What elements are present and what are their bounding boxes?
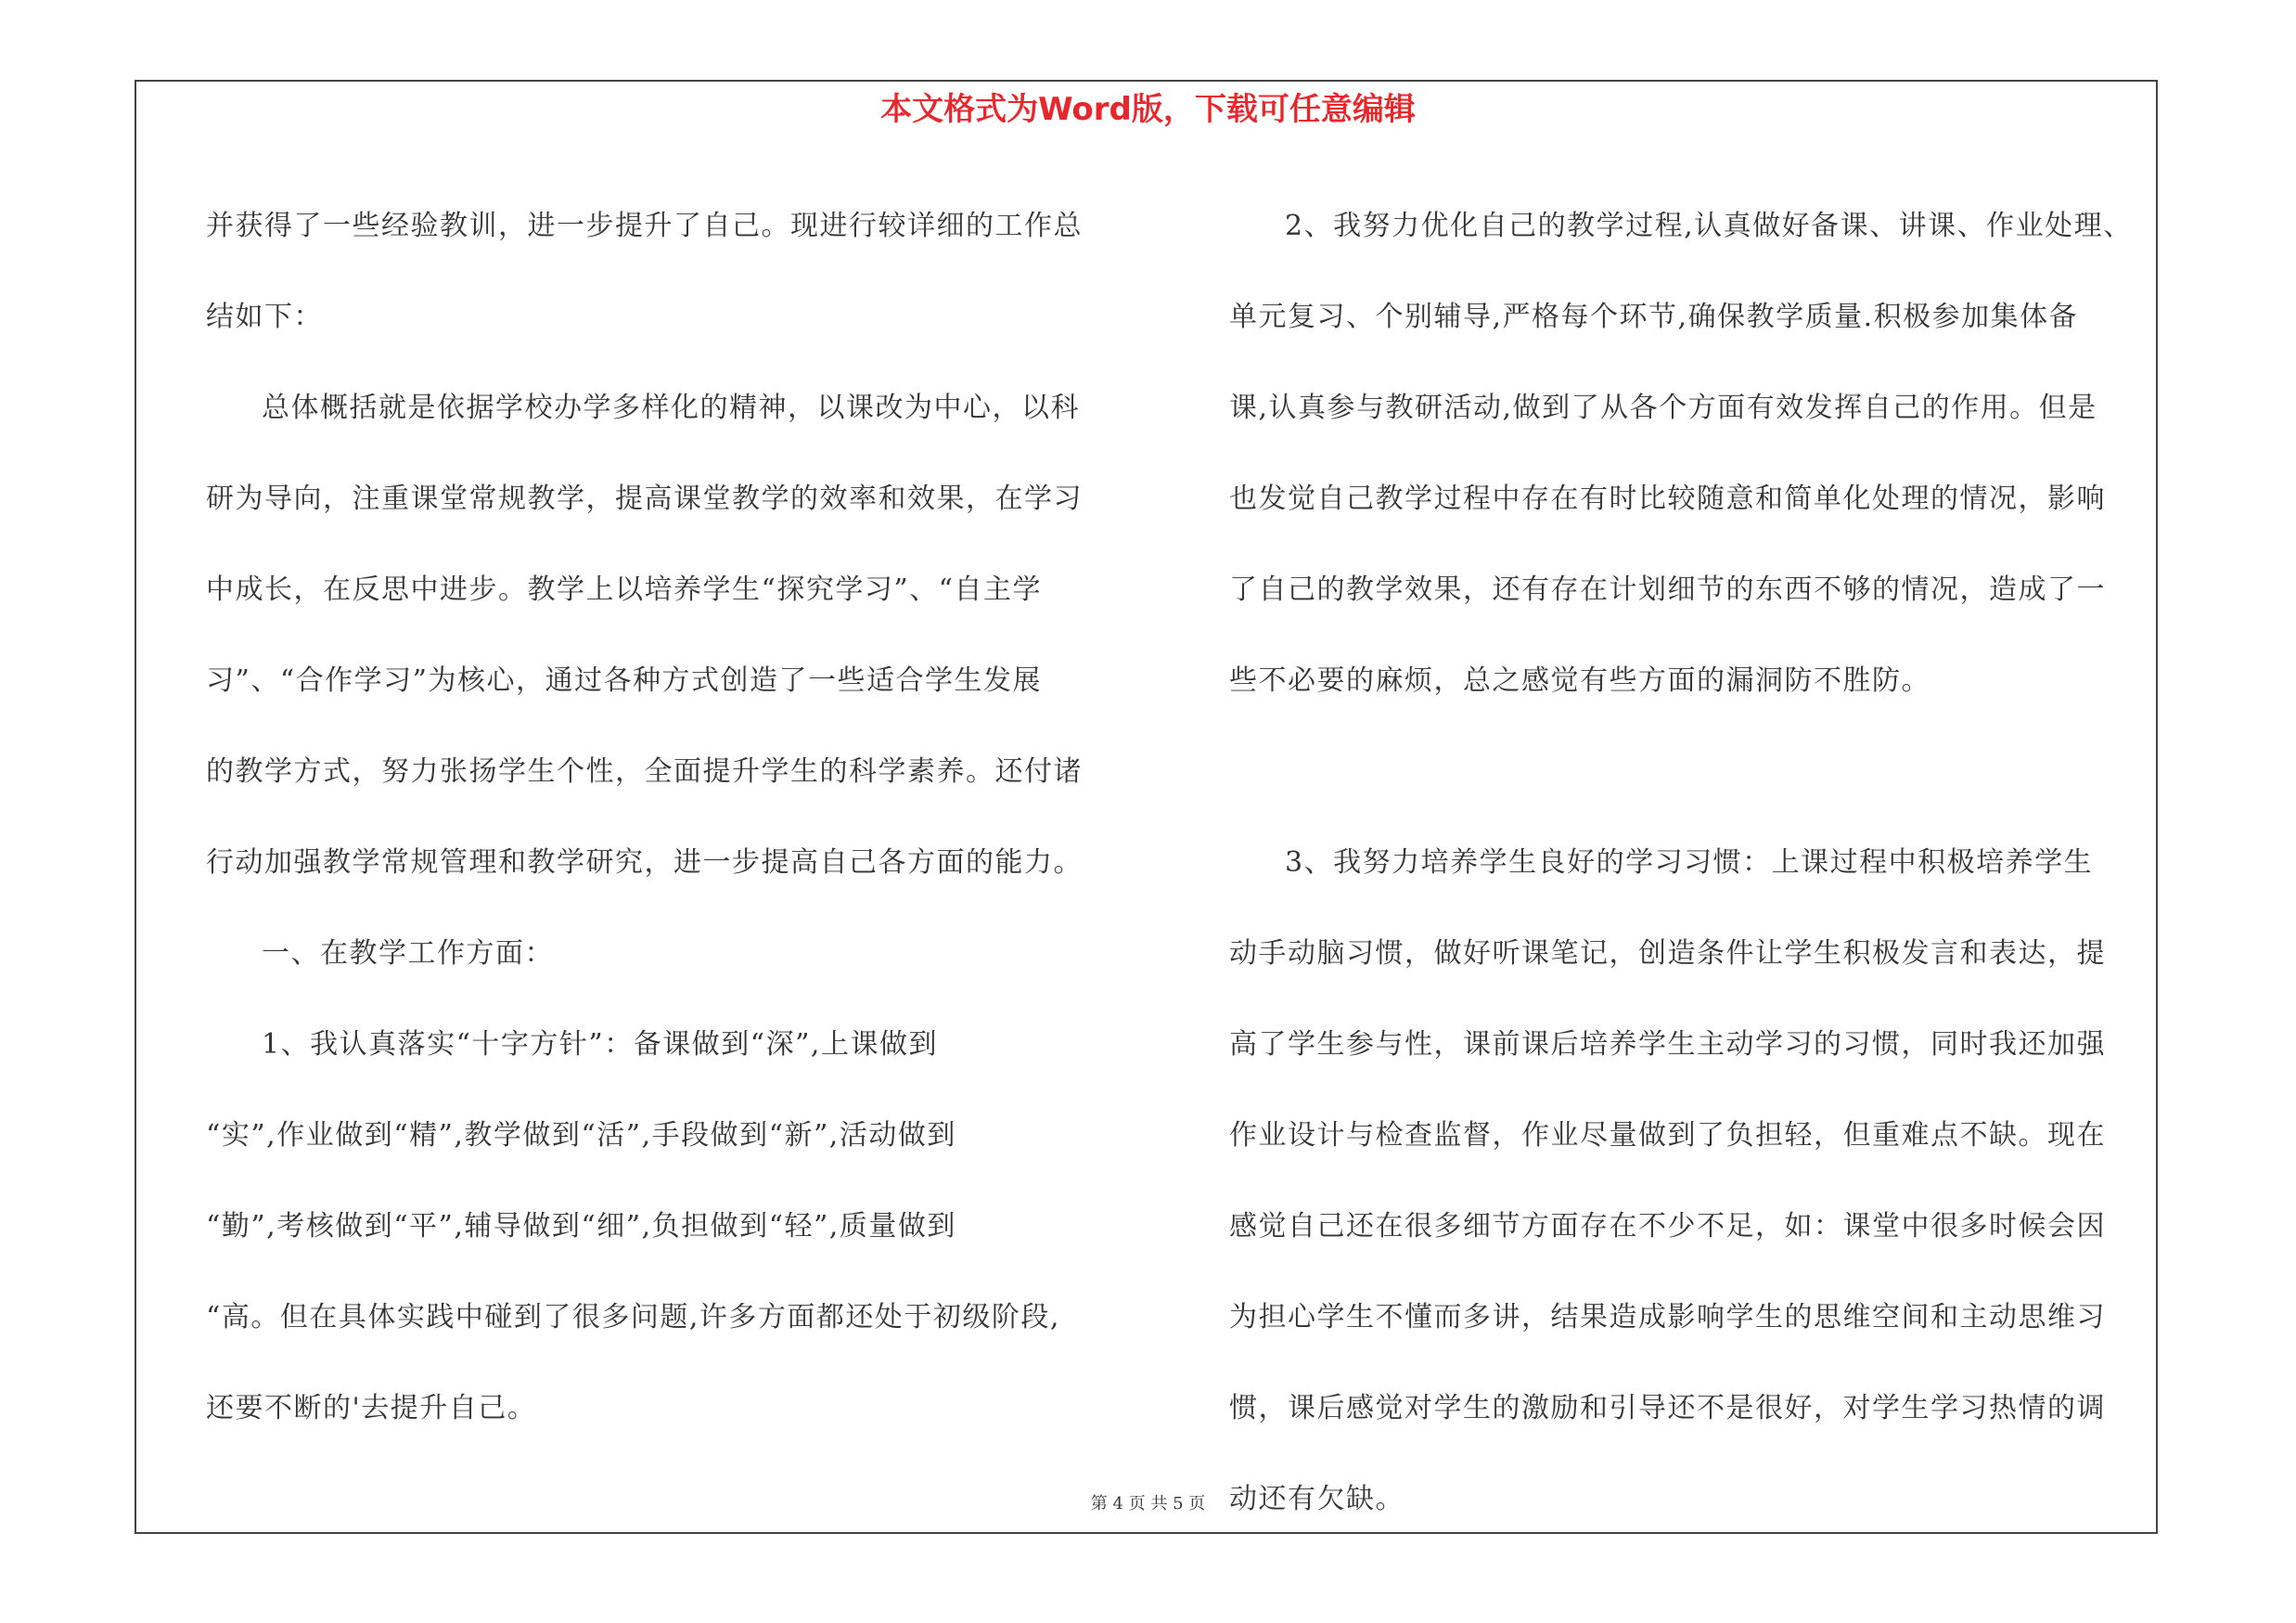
paragraph-line: 感觉自己还在很多细节方面存在不少不足，如：课堂中很多时候会因 — [1229, 1210, 2106, 1243]
paragraph-line: 惯，课后感觉对学生的激励和引导还不是很好，对学生学习热情的调 — [1229, 1392, 2106, 1424]
paragraph-line: 为担心学生不懂而多讲，结果造成影响学生的思维空间和主动思维习 — [1229, 1301, 2106, 1333]
page-number-footer: 第 4 页 共 5 页 — [1090, 1494, 1206, 1514]
paragraph-line: 单元复习、个别辅导,严格每个环节,确保教学质量.积极参加集体备 — [1229, 301, 2079, 333]
right-text-column — [1229, 181, 2148, 1545]
paragraph-line: 习”、“合作学习”为核心，通过各种方式创造了一些适合学生发展 — [206, 664, 1043, 697]
paragraph-line: “实”,作业做到“精”,教学做到“活”,手段做到“新”,活动做到 — [206, 1119, 956, 1152]
paragraph-line: 2、我努力优化自己的教学过程,认真做好备课、讲课、作业处理、 — [1285, 210, 2133, 242]
paragraph-line: 课,认真参与教研活动,做到了从各个方面有效发挥自己的作用。但是 — [1229, 392, 2097, 424]
paragraph-line: 结如下： — [206, 301, 323, 333]
paragraph-line: 也发觉自己教学过程中存在有时比较随意和简单化处理的情况，影响 — [1229, 483, 2106, 515]
paragraph-line: 还要不断的'去提升自己。 — [206, 1392, 537, 1424]
paragraph-line: 的教学方式，努力张扬学生个性，全面提升学生的科学素养。还付诸 — [206, 755, 1083, 788]
paragraph-line: 1、我认真落实“十字方针”：备课做到“深”,上课做到 — [262, 1028, 938, 1061]
paragraph-line: 些不必要的麻烦，总之感觉有些方面的漏洞防不胜防。 — [1229, 664, 1930, 697]
paragraph-line: 研为导向，注重课堂常规教学，提高课堂教学的效率和效果，在学习 — [206, 483, 1083, 515]
paragraph-line: 行动加强教学常规管理和教学研究，进一步提高自己各方面的能力。 — [206, 846, 1083, 879]
document-banner: 本文格式为Word版，下载可任意编辑 — [880, 91, 1416, 128]
paragraph-line: 动手动脑习惯，做好听课笔记，创造条件让学生积极发言和表达，提 — [1229, 937, 2106, 970]
paragraph-spacer — [1229, 727, 2148, 818]
paragraph-line: 中成长，在反思中进步。教学上以培养学生“探究学习”、“自主学 — [206, 573, 1043, 606]
paragraph-line: 并获得了一些经验教训，进一步提升了自己。现进行较详细的工作总 — [206, 210, 1083, 242]
paragraph-line: 了自己的教学效果，还有存在计划细节的东西不够的情况，造成了一 — [1229, 573, 2106, 606]
left-text-column — [206, 181, 1134, 1454]
paragraph-line: “勤”,考核做到“平”,辅导做到“细”,负担做到“轻”,质量做到 — [206, 1210, 956, 1243]
paragraph-line: 动还有欠缺。 — [1229, 1483, 1405, 1515]
paragraph-line: “高。但在具体实践中碰到了很多问题,许多方面都还处于初级阶段, — [206, 1301, 1060, 1333]
paragraph-line: 总体概括就是依据学校办学多样化的精神，以课改为中心，以科 — [262, 392, 1080, 424]
section-heading: 一、在教学工作方面： — [262, 937, 554, 970]
paragraph-line: 作业设计与检查监督，作业尽量做到了负担轻，但重难点不缺。现在 — [1229, 1119, 2106, 1152]
paragraph-line: 3、我努力培养学生良好的学习习惯：上课过程中积极培养学生 — [1285, 846, 2094, 879]
paragraph-line: 高了学生参与性，课前课后培养学生主动学习的习惯，同时我还加强 — [1229, 1028, 2106, 1061]
